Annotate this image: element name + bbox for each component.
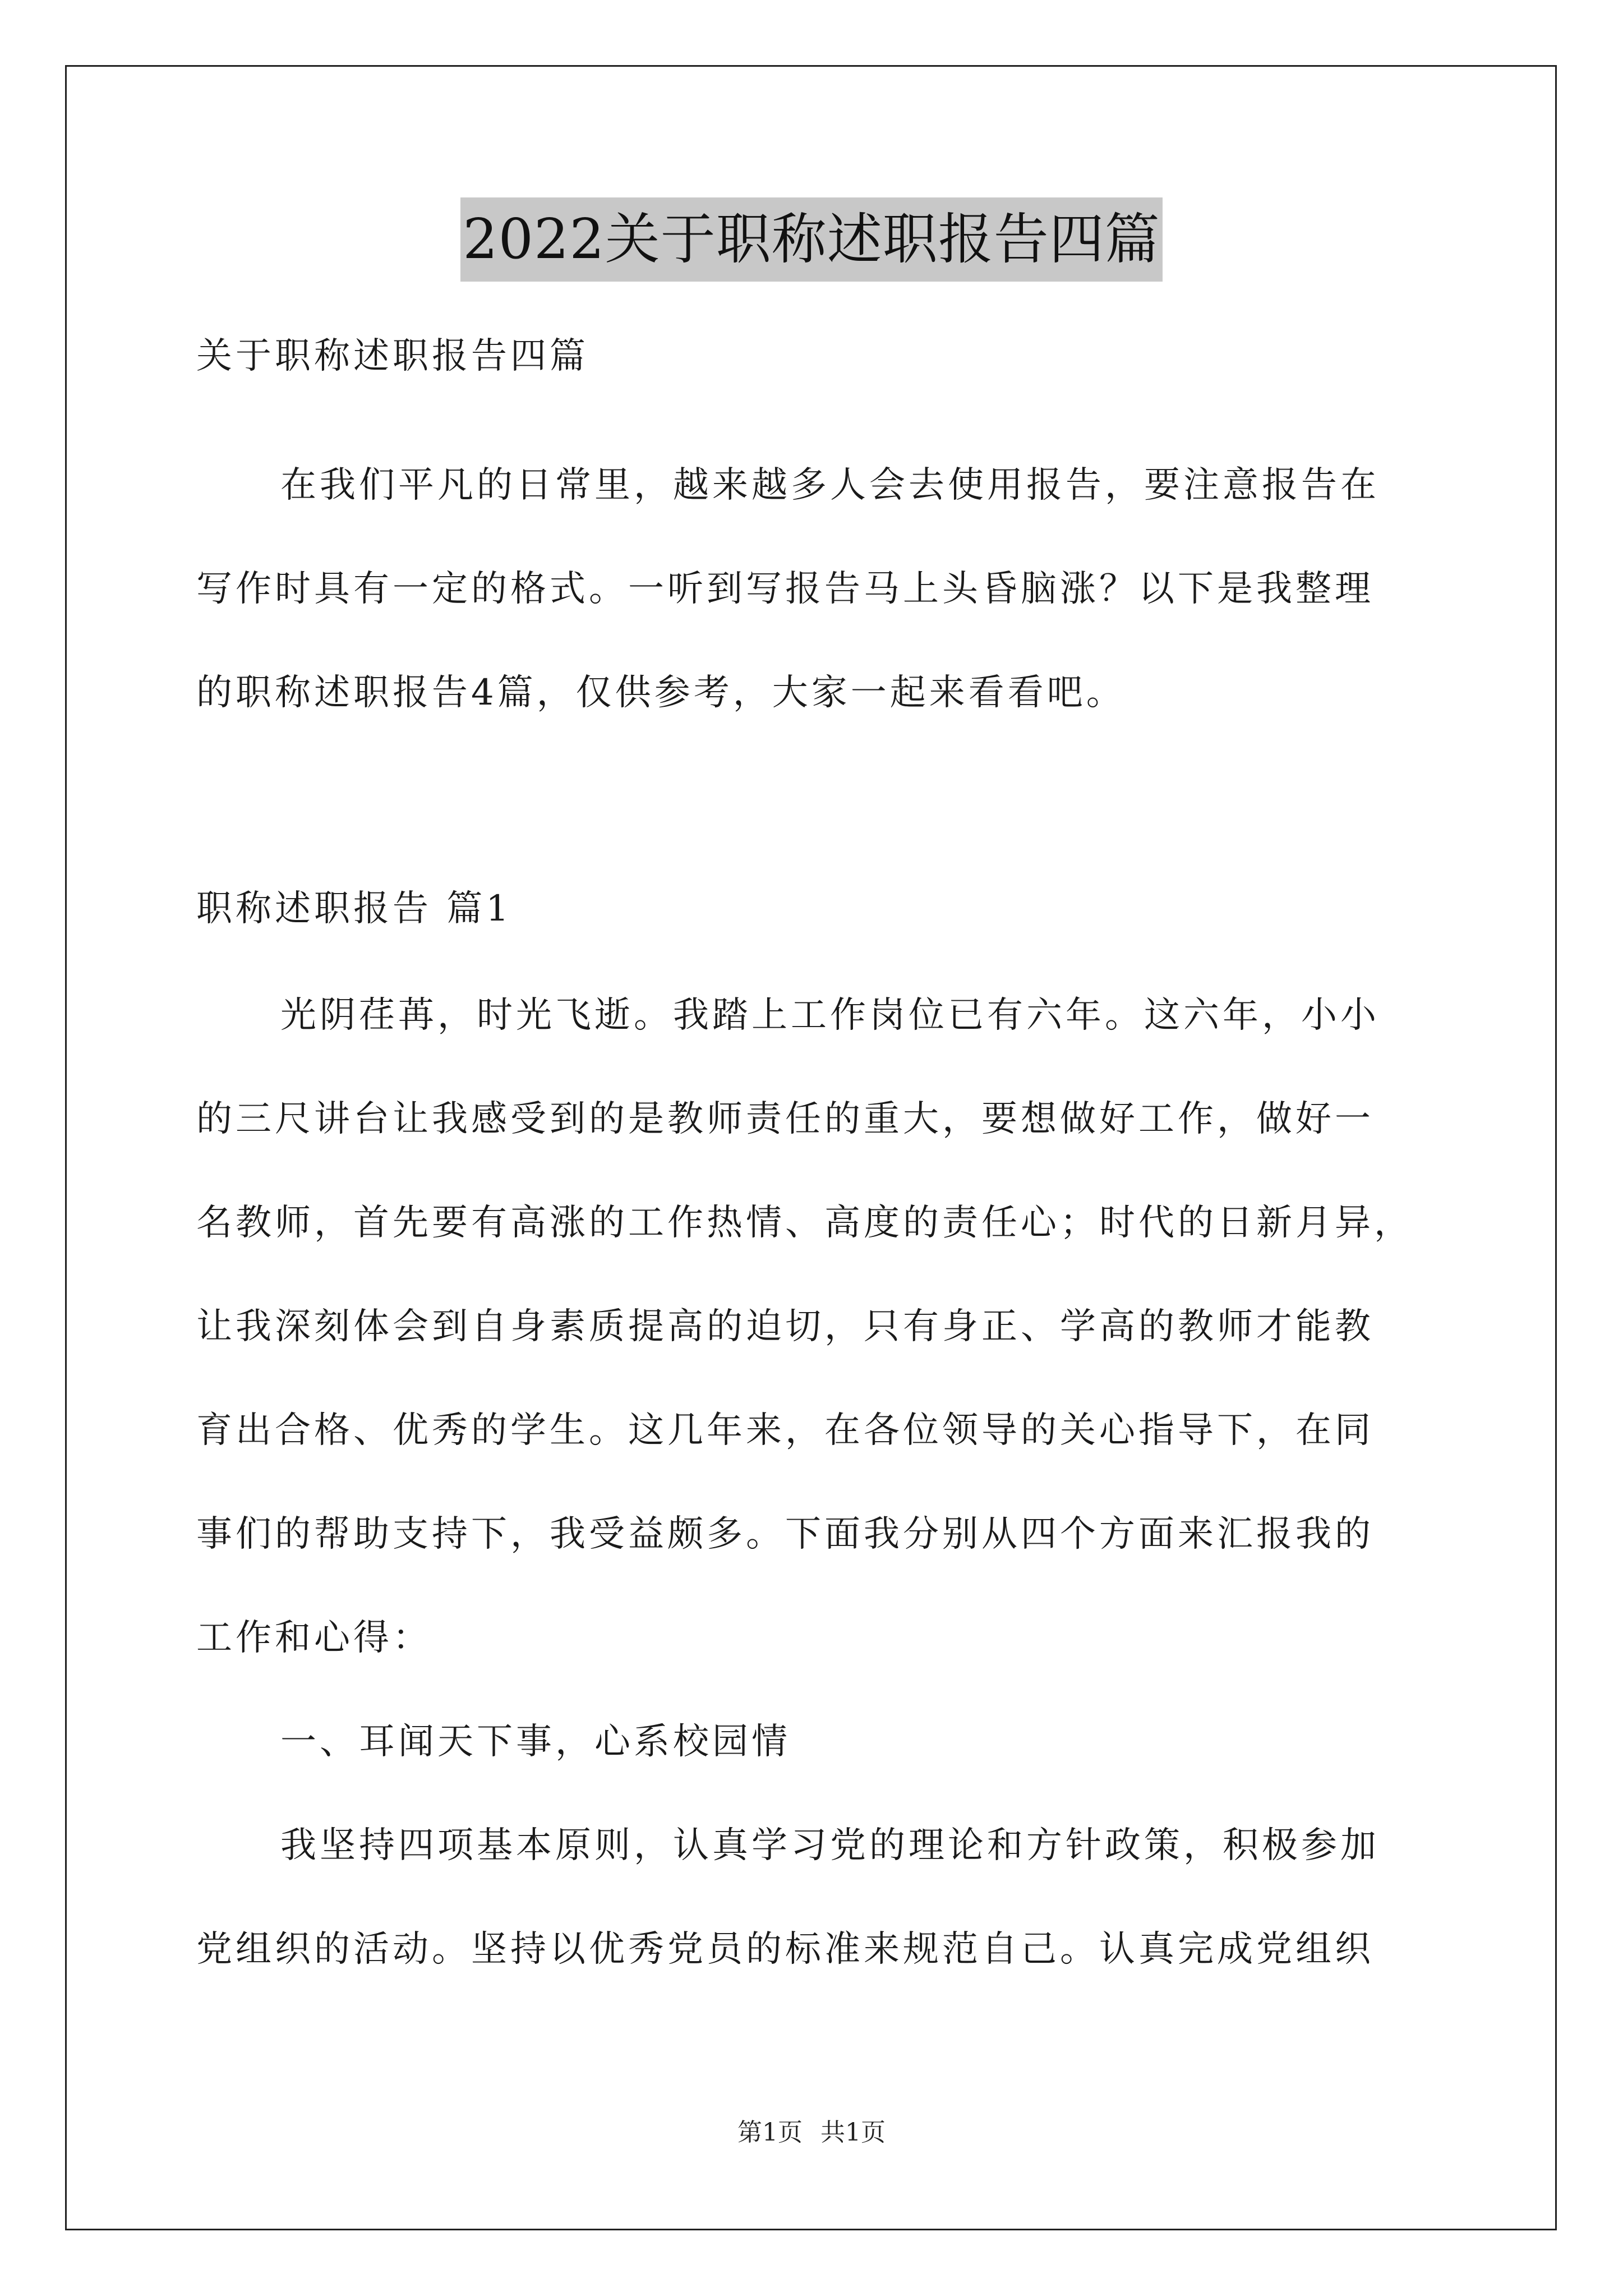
paragraph-line: 事们的帮助支持下，我受益颇多。下面我分别从四个方面来汇报我的 xyxy=(196,1513,1374,1555)
page-footer: 第1页 共1页 xyxy=(737,2118,886,2147)
paragraph-line: 的职称述职报告4篇，仅供参考，大家一起来看看吧。 xyxy=(196,672,1126,714)
paragraph-line: 的三尺讲台让我感受到的是教师责任的重大，要想做好工作，做好一 xyxy=(196,1098,1374,1140)
paragraph-line: 育出合格、优秀的学生。这几年来，在各位领导的关心指导下，在同 xyxy=(196,1410,1374,1451)
paragraph-line: 工作和心得： xyxy=(196,1617,432,1659)
subsection-heading: 一、耳闻天下事，心系校园情 xyxy=(280,1721,791,1763)
title-wrap xyxy=(0,197,1623,282)
paragraph-line: 让我深刻体会到自身素质提高的迫切，只有身正、学高的教师才能教 xyxy=(196,1306,1374,1347)
section-heading: 职称述职报告 篇1 xyxy=(196,888,513,930)
paragraph-line: 在我们平凡的日常里，越来越多人会去使用报告，要注意报告在 xyxy=(280,464,1380,506)
paragraph-line: 写作时具有一定的格式。一听到写报告马上头昏脑涨？以下是我整理 xyxy=(196,568,1374,610)
paragraph-line: 名教师，首先要有高涨的工作热情、高度的责任心；时代的日新月异， xyxy=(196,1202,1413,1244)
page-border xyxy=(65,65,1557,2230)
paragraph-line: 光阴荏苒，时光飞逝。我踏上工作岗位已有六年。这六年，小小 xyxy=(280,995,1380,1036)
paragraph-line: 我坚持四项基本原则，认真学习党的理论和方针政策，积极参加 xyxy=(280,1825,1380,1866)
document-title: 2022关于职称述职报告四篇 xyxy=(460,197,1162,282)
paragraph-line: 党组织的活动。坚持以优秀党员的标准来规范自己。认真完成党组织 xyxy=(196,1929,1374,1970)
subtitle-line: 关于职称述职报告四篇 xyxy=(196,335,589,377)
